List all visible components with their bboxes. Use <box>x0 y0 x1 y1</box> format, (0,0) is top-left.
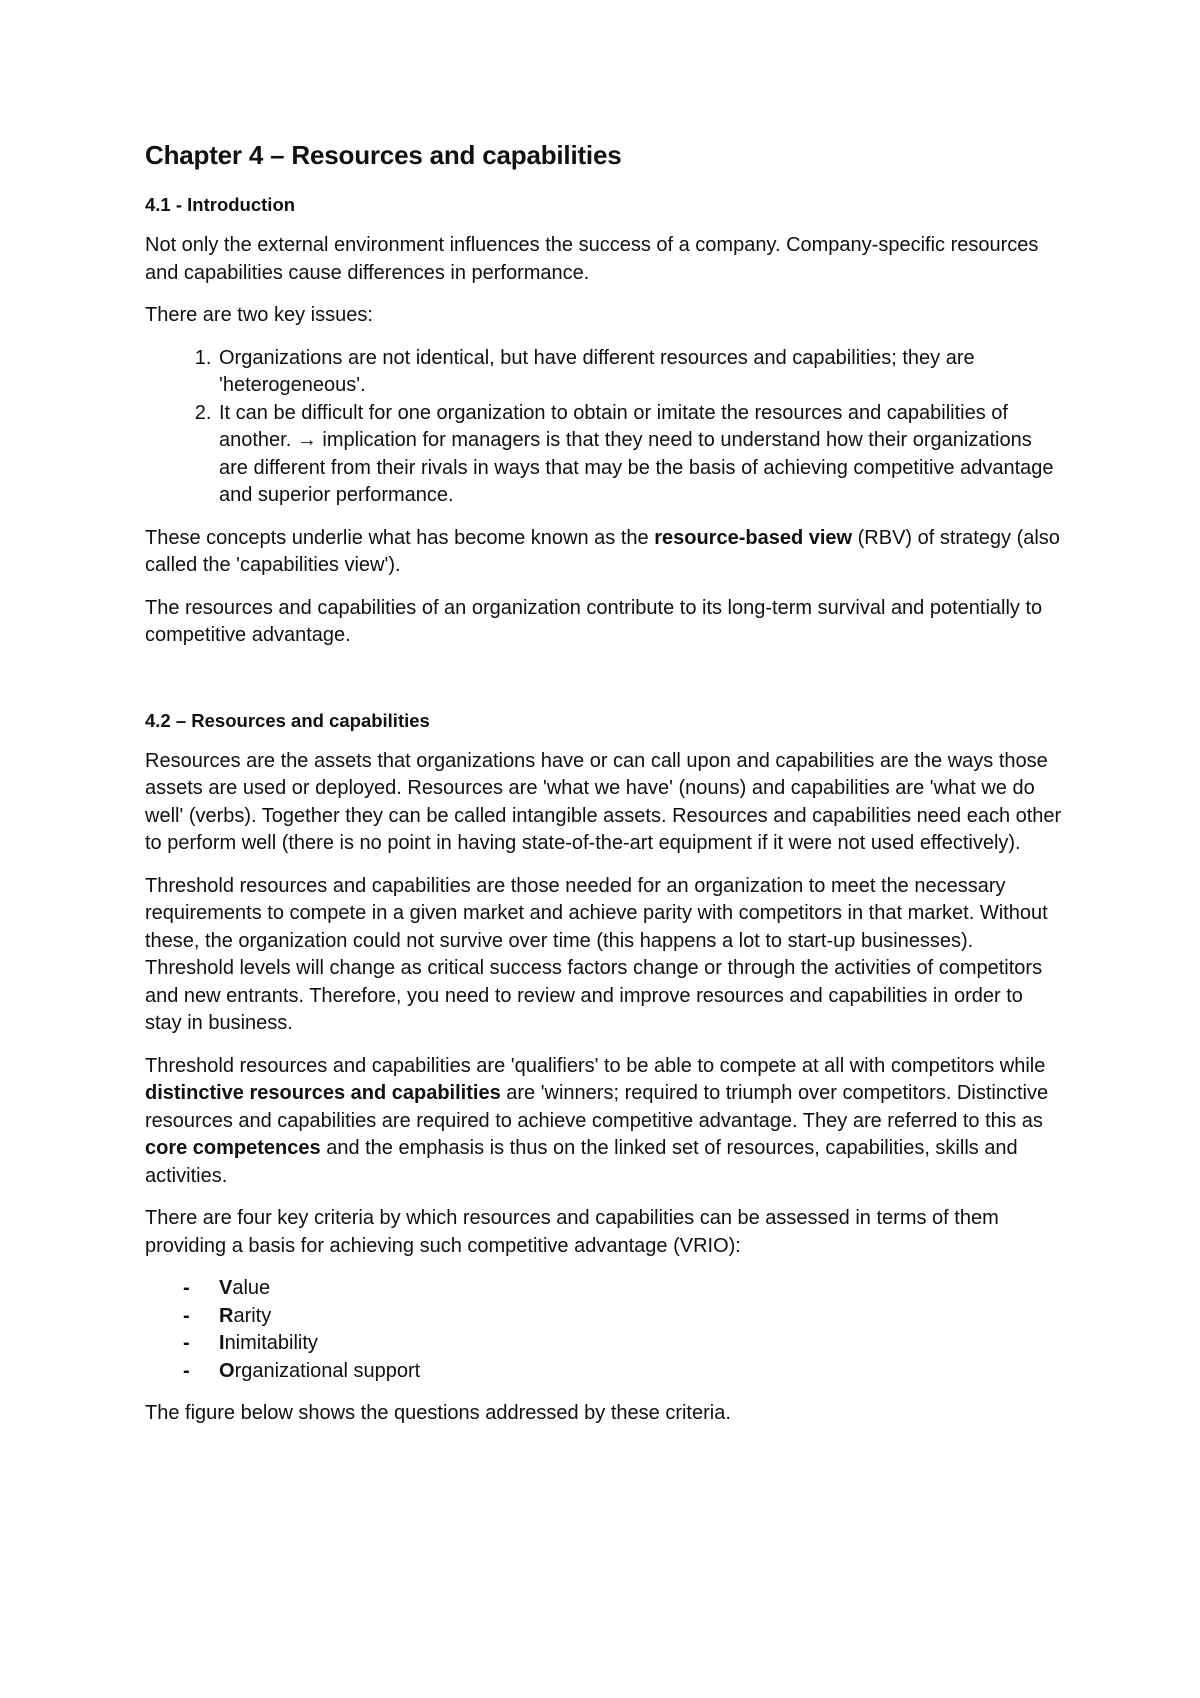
paragraph-figure-intro: The figure below shows the questions addressed by these criteria. <box>145 1402 731 1425</box>
paragraph-text: are 'winners; required to triumph over competitors. Distinctive resources and capabilities are required to achieve competitive advantage. They are referred to this as <box>145 1082 1049 1132</box>
paragraph-resources-definition: Resources are the assets that organizations have or can call upon and capabilities are the ways those assets are used or deployed. Resources are 'what we have' (nouns) and capabilities are 'what we do well' (verbs). Together they can be called intangible assets. Resources and capabilities need each other to perform well (there is no point in having state-of-the-art equipment if it were not used effectively). <box>145 749 1062 855</box>
vrio-rest: alue <box>232 1277 271 1300</box>
bold-term-distinctive: distinctive resources and capabilities <box>145 1082 501 1105</box>
paragraph-key-issues: There are two key issues: <box>145 304 373 327</box>
vrio-initial: V <box>219 1277 233 1300</box>
vrio-initial: O <box>219 1359 235 1382</box>
section-heading-introduction: 4.1 - Introduction <box>145 194 296 216</box>
dash-bullet: - <box>183 1359 190 1382</box>
paragraph-text: These concepts underlie what has become known as the <box>145 526 655 549</box>
section-heading-resources: 4.2 – Resources and capabilities <box>145 709 430 731</box>
vrio-rest: arity <box>233 1304 272 1327</box>
paragraph-text: (RBV) of strategy (also called the 'capabilities view'). <box>145 526 1060 577</box>
list-item <box>183 1303 1065 1331</box>
vrio-initial: I <box>219 1332 225 1355</box>
dash-bullet: - <box>183 1304 190 1327</box>
bold-term-core-competences: core competences <box>145 1137 321 1160</box>
document-content <box>145 140 1065 1443</box>
list-item <box>217 400 1065 510</box>
dash-bullet: - <box>183 1277 190 1300</box>
arrow-right-icon: → <box>296 429 317 452</box>
list-item <box>183 1275 1065 1303</box>
paragraph-threshold: Threshold resources and capabilities are those needed for an organization to meet the necessary requirements to compete in a given market and achieve parity with competitors in that market. Without these, the organization could not survive over time (this happens a lot to start-up businesses). Threshold levels will change as critical success factors change or through the activities of competitors and new entrants. Therefore, you need to review and improve resources and capabilities in order to stay in business. <box>145 874 1048 1035</box>
paragraph-rbv <box>145 525 1065 580</box>
paragraph-vrio-intro: There are four key criteria by which resources and capabilities can be assessed in terms of them providing a basis for achieving such competitive advantage (VRIO): <box>145 1207 999 1257</box>
vrio-rest: nimitability <box>224 1332 318 1355</box>
paragraph-distinctive <box>145 1053 1065 1191</box>
vrio-initial: R <box>219 1304 234 1327</box>
paragraph-text: Threshold resources and capabilities are 'qualifiers' to be able to compete at all with competitors while <box>145 1054 1046 1077</box>
paragraph-contribution: The resources and capabilities of an organization contribute to its long-term survival and potentially to competitive advantage. <box>145 596 1043 647</box>
vrio-rest: rganizational support <box>234 1359 421 1382</box>
list-item <box>183 1358 1065 1386</box>
section-spacer <box>145 665 1065 709</box>
chapter-title: Chapter 4 – Resources and capabilities <box>145 140 622 170</box>
paragraph-intro: Not only the external environment influences the success of a company. Company-specific resources and capabilities cause differences in performance. <box>145 234 1039 284</box>
dash-bullet: - <box>183 1332 190 1355</box>
list-item-text: implication for managers is that they need to understand how their organizations are different from their rivals in ways that may be the basis of achieving competitive advantage and superior performance. <box>219 429 1054 507</box>
vrio-list <box>145 1275 1065 1385</box>
paragraph-text: and the emphasis is thus on the linked set of resources, capabilities, skills and activities. <box>145 1137 1018 1187</box>
list-item-text: It can be difficult for one organization to obtain or imitate the resources and capabilities of another. <box>219 401 1008 452</box>
list-item: 1. Organizations are not identical, but have different resources and capabilities; they are 'heterogeneous'. <box>217 345 1065 400</box>
bold-term-rbv: resource-based view <box>654 526 853 549</box>
key-issues-list <box>145 345 1065 510</box>
list-item <box>183 1330 1065 1358</box>
